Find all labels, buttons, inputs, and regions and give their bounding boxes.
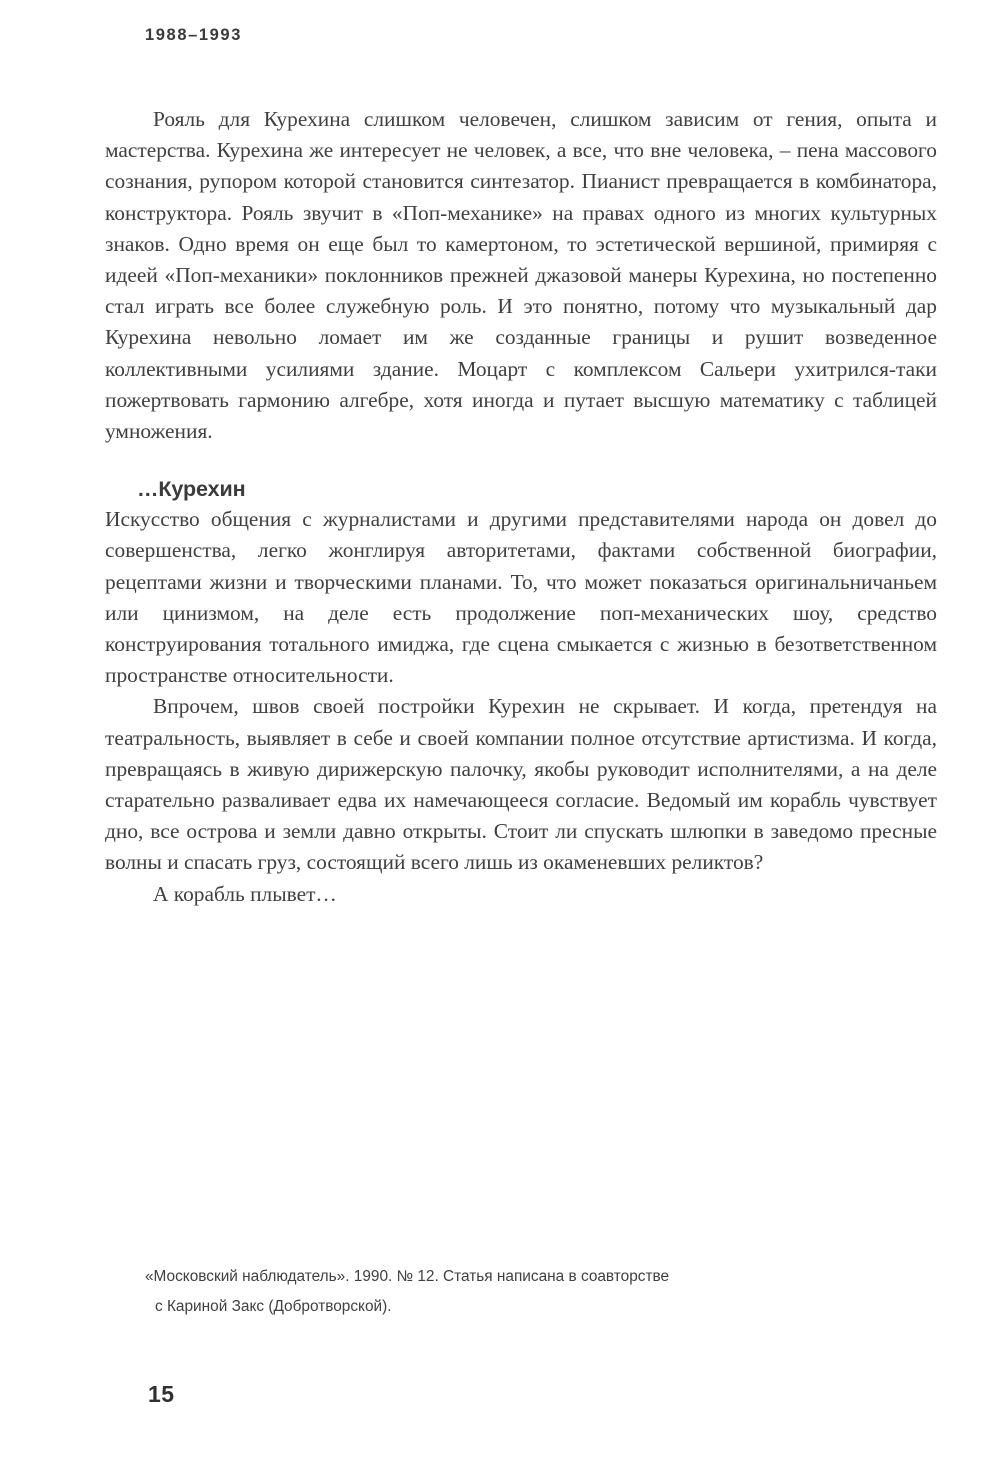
paragraph-4: А корабль плывет… bbox=[153, 881, 337, 906]
section-heading: …Курехин bbox=[137, 477, 246, 502]
paragraph-1: Рояль для Курехина слишком человечен, слишком зависим от гения, опыта и мастерства. Курехина же интересует не человек, а все, что вне человека, – пена массового сознания, рупором которой становится синтезатор. Пианист превращается в комбинатора, конструктора. Рояль звучит в «Поп-механике» на правах одного из многих культурных знаков. Одно время он еще был то камертоном, то эстетической вершиной, примиряя с идеей «Поп-механики» поклонников прежней джазовой манеры Курехина, но постепенно стал играть все более служебную роль. И это понятно, потому что музыкальный дар Курехина невольно ломает им же созданные границы и рушит возведенное коллективными усилиями здание. Моцарт с комплексом Сальери ухитрился-таки пожертвовать гармонию алгебре, хотя иногда и путает высшую математику с таблицей умножения. bbox=[105, 107, 937, 444]
paragraph-3: Впрочем, швов своей постройки Курехин не скрывает. И когда, претендуя на театральность, выявляет в себе и своей компании полное отсутствие артистизма. И когда, превращаясь в живую дирижерскую палочку, якобы руководит исполнителями, а на деле старательно разваливает едва их намечающееся согласие. Ведомый им корабль чувствует дно, все острова и земли давно открыты. Стоит ли спускать шлюпки в заведомо пресные волны и спасать груз, состоящий всего лишь из окаменевших реликтов? bbox=[105, 694, 937, 875]
running-head: 1988–1993 bbox=[145, 26, 242, 44]
body-text-block bbox=[105, 104, 937, 910]
paragraph-2: Искусство общения с журналистами и другими представителями народа он довел до совершенства, легко жонглируя авторитетами, фактами собственной биографии, рецептами жизни и творческими планами. То, что может показаться оригинальничаньем или цинизмом, на деле есть продолжение поп-механических шоу, средство конструирования тотального имиджа, где сцена смыкается с жизнью в безответственном пространстве относительности. bbox=[105, 507, 937, 688]
footnote-line-1: «Московский наблюдатель». 1990. № 12. Статья написана в соавторстве bbox=[145, 1268, 670, 1285]
footnote-line-2: с Кариной Закс (Добротворской). bbox=[155, 1298, 392, 1315]
footnote bbox=[145, 1262, 845, 1322]
page-number: 15 bbox=[148, 1381, 175, 1407]
